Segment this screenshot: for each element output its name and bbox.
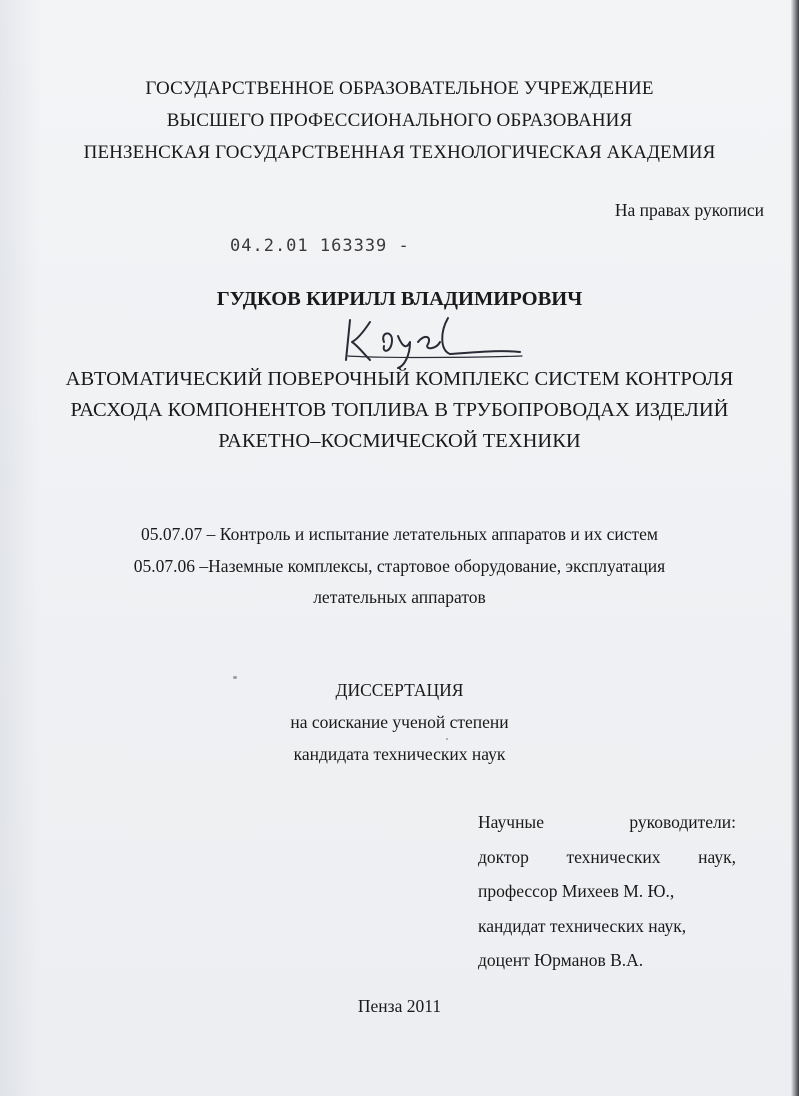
- author-name: ГУДКОВ КИРИЛЛ ВЛАДИМИРОВИЧ: [216, 288, 583, 310]
- institution-line-1: ГОСУДАРСТВЕННОЕ ОБРАЗОВАТЕЛЬНОЕ УЧРЕЖДЕНИЕ: [145, 78, 654, 99]
- supervisors-block: [478, 805, 736, 978]
- specialty-line-3: летательных аппаратов: [313, 587, 486, 607]
- supervisors-row-1: [478, 805, 736, 840]
- manuscript-note: На правах рукописи: [614, 200, 764, 220]
- work-type-heading: ДИССЕРТАЦИЯ: [335, 680, 464, 700]
- supervisor-2-degree: кандидат технических наук,: [478, 915, 687, 936]
- city-year: Пенза 2011: [357, 996, 442, 1016]
- paper-speck: [446, 738, 448, 740]
- supervisors-degree-word-1: доктор: [478, 846, 529, 867]
- supervisor-2-name: доцент Юрманов В.А.: [478, 950, 644, 970]
- supervisors-degree-word-2: технических: [566, 846, 661, 867]
- supervisor-1-name: профессор Михеев М. Ю.,: [478, 881, 675, 901]
- specialty-line-2: 05.07.06 –Наземные комплексы, стартовое оборудование, эксплуатация: [133, 556, 666, 576]
- dissertation-title-line-1: АВТОМАТИЧЕСКИЙ ПОВЕРОЧНЫЙ КОМПЛЕКС СИСТЕМ КОНТРОЛЯ: [65, 368, 734, 390]
- supervisors-degree-word-3: наук,: [698, 846, 736, 867]
- scan-edge-shadow: [791, 0, 799, 1096]
- supervisors-word-2: руководители:: [629, 812, 736, 832]
- work-type-line-2: на соискание ученой степени: [290, 712, 509, 732]
- work-type-line-3: кандидата технических наук: [293, 744, 506, 764]
- signature-image: [340, 312, 530, 372]
- specialty-line-1: 05.07.07 – Контроль и испытание летательных аппаратов и их систем: [141, 524, 658, 544]
- dissertation-title-line-3: РАКЕТНО–КОСМИЧЕСКОЙ ТЕХНИКИ: [218, 430, 581, 452]
- supervisors-word-1: Научные: [478, 812, 544, 832]
- institution-line-3: ПЕНЗЕНСКАЯ ГОСУДАРСТВЕННАЯ ТЕХНОЛОГИЧЕСКАЯ АКАДЕМИЯ: [83, 142, 716, 163]
- library-stamp-number: 04.2.01 163339 -: [230, 236, 410, 256]
- institution-line-2: ВЫСШЕГО ПРОФЕССИОНАЛЬНОГО ОБРАЗОВАНИЯ: [166, 110, 633, 131]
- paper-speck: [233, 676, 237, 679]
- supervisors-row-2: [478, 840, 736, 875]
- dissertation-title-line-2: РАСХОДА КОМПОНЕНТОВ ТОПЛИВА В ТРУБОПРОВОДАХ ИЗДЕЛИЙ: [70, 399, 729, 421]
